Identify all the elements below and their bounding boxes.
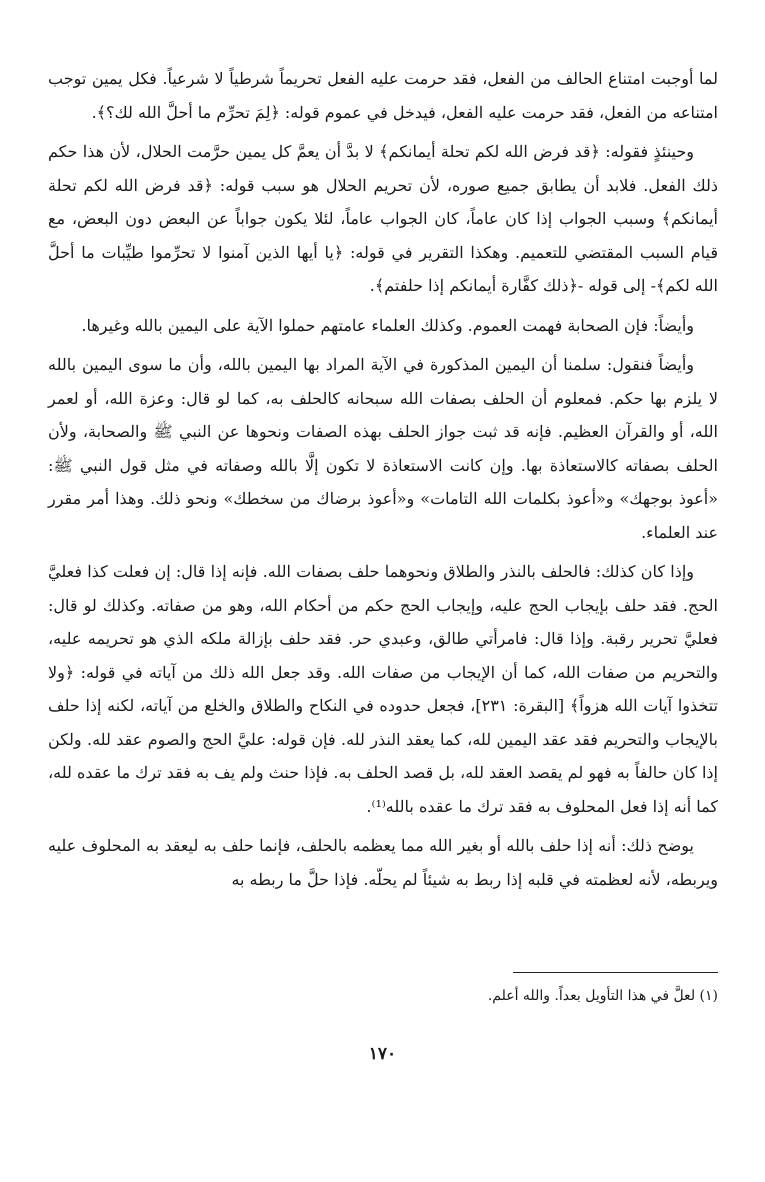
page-number: ١٧٠ bbox=[368, 1044, 397, 1064]
footnote-divider bbox=[513, 972, 718, 973]
page-body bbox=[48, 62, 718, 902]
footnote: (١) لعلَّ في هذا التأويل بعداً. والله أعلم. bbox=[487, 988, 718, 1004]
paragraph-4: وأيضاً فنقول: سلمنا أن اليمين المذكورة في الآية المراد بها اليمين بالله، وأن ما سوى اليمين بالله لا يلزم بها حكم. فمعلوم أن الحلف بصفات الله سبحانه كالحلف به، كما لو قال: وعزة الله، أو لعمر الله، أو والقرآن العظيم. فإنه قد ثبت جواز الحلف بهذه الصفات ونحوها عن النبي ﷺ والصحابة، ولأن الحلف بصفاته كالاستعاذة بها. وإن كانت الاستعاذة لا تكون إلَّا بالله وصفاته في مثل قول النبي ﷺ: «أعوذ بوجهك» و«أعوذ بكلمات الله التامات» و«أعوذ برضاك من سخطك» ونحو ذلك. وهذا أمر مقرر عند العلماء. bbox=[48, 355, 718, 542]
paragraph-1: لما أوجبت امتناع الحالف من الفعل، فقد حرمت عليه الفعل تحريماً شرطياً لا شرعياً. فكل يمين توجب امتناعه من الفعل، فقد حرمت عليه الفعل، فيدخل في عموم قوله: ﴿لِمَ تحرِّم ما أحلَّ الله لك؟﴾. bbox=[48, 69, 718, 122]
paragraph-2: وحينئذٍ فقوله: ﴿قد فرض الله لكم تحلة أيمانكم﴾ لا بدَّ أن يعمَّ كل يمين حرَّمت الحلال، لأن هذا حكم ذلك الفعل. فلابد أن يطابق جميع صوره، لأن تحريم الحلال هو سبب قوله: ﴿قد فرض الله لكم تحلة أيمانكم﴾ وسبب الجواب إذا كان عاماً، كان الجواب عاماً، لئلا يكون جواباً عن البعض دون البعض، مع قيام السبب المقتضي للتعميم. وهكذا التقرير في قوله: ﴿يا أيها الذين آمنوا لا تحرِّموا طيِّبات ما أحلَّ الله لكم﴾- إلى قوله -﴿ذلك كفَّارة أيمانكم إذا حلفتم﴾. bbox=[48, 142, 718, 295]
paragraph-5: وإذا كان كذلك: فالحلف بالنذر والطلاق ونحوهما حلف بصفات الله. فإنه إذا قال: إن فعلت كذا فعليَّ الحج. فقد حلف بإيجاب الحج عليه، وإيجاب الحج حكم من أحكام الله، وهو من صفاته. وكذلك لو قال: فعليَّ تحرير رقبة. وإذا قال: فامرأتي طالق، وعبدي حر. فقد حلف بإزالة ملكه الذي هو تحريمه عليه، والتحريم من صفات الله، كما أن الإيجاب من صفات الله. وقد جعل الله ذلك من آياته في قوله: ﴿ولا تتخذوا آيات الله هزواً﴾ [البقرة: ٢٣١]، فجعل حدوده في النكاح والطلاق والخلع من آياته، لكنه إذا حلف بالإيجاب والتحريم فقد عقد اليمين لله، كما يعقد النذر لله. فإن قوله: عليَّ الحج والصوم عقد لله. ولكن إذا كان حالفاً به فهو لم يقصد العقد لله، بل قصد الحلف به. فإذا حنث ولم يف به فقد ترك ما عقده لله، كما أنه إذا فعل المحلوف به فقد ترك ما عقده بالله⁽¹⁾. bbox=[48, 562, 719, 816]
paragraph-3: وأيضاً: فإن الصحابة فهمت العموم. وكذلك العلماء عامتهم حملوا الآية على اليمين بالله وغيرها. bbox=[81, 315, 694, 335]
paragraph-6: يوضح ذلك: أنه إذا حلف بالله أو بغير الله مما يعظمه بالحلف، فإنما حلف به ليعقد به المحلوف عليه ويربطه، لأنه لعظمته في قلبه إذا ربط به شيئاً لم يحلّه. فإذا حلَّ ما ربطه به bbox=[48, 836, 718, 889]
